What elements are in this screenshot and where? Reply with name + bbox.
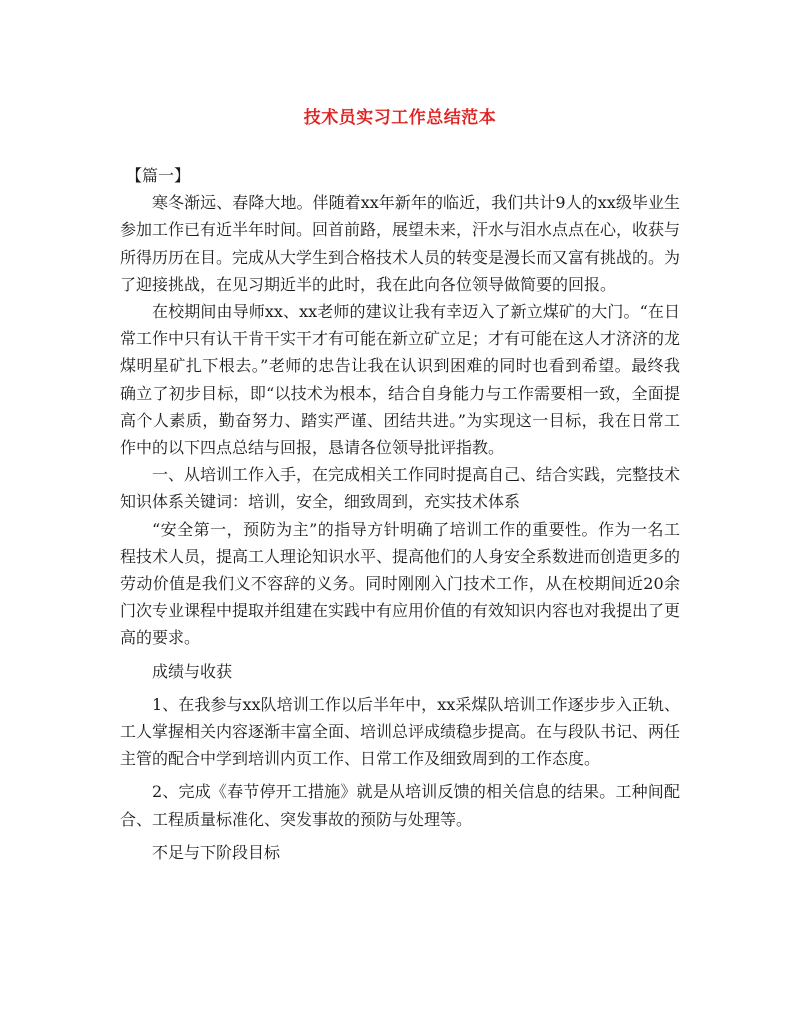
paragraph-item-one: 1、在我参与xx队培训工作以后半年中，xx采煤队培训工作逐步步入正轨、工人掌握相关内容逐渐丰富全面、培训总评成绩稳步提高。在与段队书记、两任主管的配合中学到培训内页工作、日常工作及细致周到的工作态度。: [120, 694, 681, 769]
section-label: 【篇一】: [126, 166, 191, 185]
paragraph-safety: “安全第一，预防为主”的指导方针明确了培训工作的重要性。作为一名工程技术人员，提高工人理论知识水平、提高他们的人身安全系数进而创造更多的劳动价值是我们义不容辞的义务。同时刚刚入门技术工作，从在校期间近20余门次专业课程中提取并组建在实践中有应用价值的有效知识内容也对我提出了更高的要求。: [120, 519, 681, 648]
paragraph-item-two: 2、完成《春节停开工措施》就是从培训反馈的相关信息的结果。工种间配合、工程质量标准化、突发事故的预防与处理等。: [120, 782, 680, 829]
subheading-next-goals: 不足与下阶段目标: [152, 842, 281, 862]
document-body: [120, 162, 680, 866]
subheading-achievements: 成绩与收获: [152, 661, 233, 681]
document-title: 技术员实习工作总结范本: [303, 108, 497, 128]
paragraph-section-one: 一、从培训工作入手，在完成相关工作同时提高自己、结合实践，完整技术知识体系关键词：培训，安全，细致周到，充实技术体系: [120, 465, 681, 512]
paragraph-goal: 在校期间由导师xx、xx老师的建议让我有幸迈入了新立煤矿的大门。“在日常工作中只有认干肯干实干才有可能在新立矿立足；才有可能在这人才济济的龙煤明星矿扎下根去。”老师的忠告让我在认识到困难的同时也看到希望。最终我确立了初步目标，即“以技术为根本，结合自身能力与工作需要相一致，全面提高个人素质，勤奋努力、踏实严谨、团结共进。”为实现这一目标，我在日常工作中的以下四点总结与回报，恳请各位领导批评指教。: [120, 302, 681, 458]
paragraph-intro: 寒冬渐远、春降大地。伴随着xx年新年的临近，我们共计9人的xx级毕业生参加工作已有近半年时间。回首前路，展望未来，汗水与泪水点点在心，收获与所得历历在目。完成从大学生到合格技术人员的转变是漫长而又富有挑战的。为了迎接挑战，在见习期近半的此时，我在此向各位领导做简要的回报。: [120, 193, 681, 294]
